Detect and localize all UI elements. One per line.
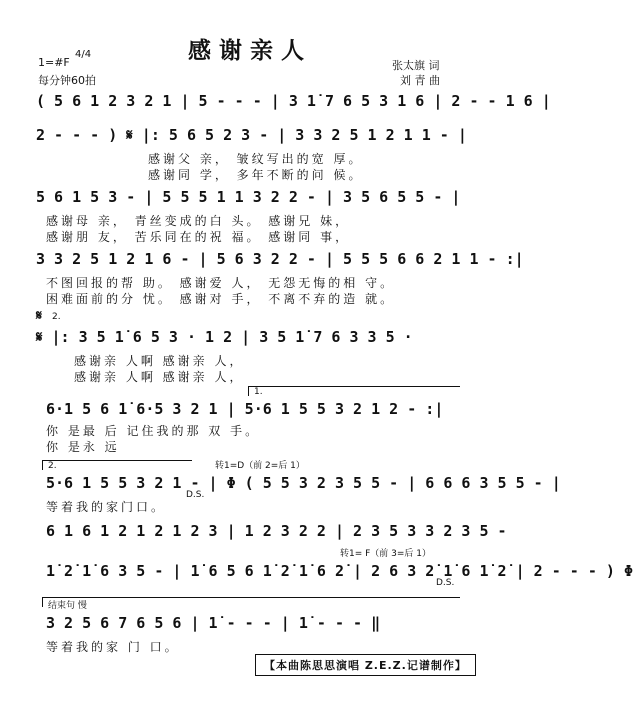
composer: 刘 青 曲 — [400, 74, 440, 87]
page-title: 感谢亲人 — [188, 38, 312, 64]
system-4-notes: 3 3 2 5 1 2 1 6 - | 5 6 3 2 2 - | 5 5 5 6 6 2 1 1 - :| — [36, 250, 524, 268]
ending-hook — [42, 597, 43, 607]
ending-bracket — [42, 597, 460, 598]
system-9-notes: 1̇ 2̇ 1̇ 6 3 5 - | 1̇ 6 5 6 1̇ 2̇ 1̇ 6 2̇ | 2 6 3 2̇ 1̇ 6 1̇ 2̇ | 2 - - - ) Φ — [46, 562, 633, 580]
ending-marking: 结束句 慢 — [48, 601, 87, 611]
system-5-lyrics-2: 感谢亲 人啊 感谢亲 人， — [74, 370, 245, 384]
volta-2-bracket — [42, 460, 192, 461]
system-2-lyrics-2: 感谢同 学， 多年不断的问 候。 — [148, 168, 364, 182]
system-10-lyrics: 等着我的家 门 口。 — [46, 640, 180, 654]
system-5-notes: 𝄋 |: 3 5 1̇ 6 5 3 · 1 2 | 3 5 1̇ 7 6 3 3 5 · — [36, 328, 413, 346]
credit-box: 【本曲陈思思演唱 Z.E.Z.记谱制作】 — [255, 654, 476, 676]
system-4-lyrics-1: 不图回报的帮 助。 感谢爱 人， 无怨无悔的相 守。 — [46, 276, 396, 290]
key-signature: 1=#F — [38, 56, 70, 69]
volta-1-bracket — [248, 386, 460, 387]
system-2-lyrics-1: 感谢父 亲， 皱纹写出的宽 厚。 — [148, 152, 364, 166]
volta-1-label: 1. — [254, 387, 263, 397]
system-3-lyrics-2: 感谢朋 友， 苦乐同在的祝 福。 感谢同 事， — [46, 230, 351, 244]
system-3-lyrics-1: 感谢母 亲， 青丝变成的白 头。 感谢兄 妹， — [46, 214, 351, 228]
system-8-notes: 6 1 6 1 2 1 2 1 2 3 | 1 2 3 2 2 | 2 3 5 3 3 2 3 5 - — [46, 522, 507, 540]
system-7-notes: 5·6 1 5 5 3 2 1 - | Φ ( 5 5 3 2 3 5 5 - | 6 6 6 3 5 5 - | — [46, 474, 561, 492]
segno-number: 2. — [52, 312, 61, 322]
lyricist: 张太旗 词 — [392, 59, 440, 72]
system-6-lyrics-1: 你 是最 后 记住我的那 双 手。 — [46, 424, 261, 438]
tempo-marking: 每分钟60拍 — [38, 74, 96, 87]
system-6-lyrics-2: 你 是永 远 — [46, 440, 120, 454]
system-2-notes: 2 - - - ) 𝄋 |: 5 6 5 2 3 - | 3 3 2 5 1 2 1 1 - | — [36, 126, 467, 144]
modulation-2: 转1= F（前 3=后 1） — [340, 549, 432, 559]
system-10-notes: 3 2 5 6 7 6 5 6 | 1̇ - - - | 1̇ - - - ‖ — [46, 614, 381, 632]
ds-marking-1: D.S. — [186, 490, 205, 500]
ds-marking-2: D.S. — [436, 578, 455, 588]
volta-2-hook — [42, 460, 43, 470]
system-5-lyrics-1: 感谢亲 人啊 感谢亲 人， — [74, 354, 245, 368]
volta-2-label: 2. — [48, 461, 57, 471]
system-7-lyrics: 等着我的家门口。 — [46, 500, 167, 514]
segno-sign: 𝄋 — [36, 308, 43, 324]
system-6-notes: 6·1 5 6 1̇ 6·5 3 2 1 | 5·6 1 5 5 3 2 1 2 - :| — [46, 400, 444, 418]
system-4-lyrics-2: 困难面前的分 忧。 感谢对 手， 不离不弃的造 就。 — [46, 292, 396, 306]
time-signature: 4/4 — [75, 49, 92, 60]
modulation-1: 转1=D（前 2=后 1） — [215, 461, 305, 471]
volta-1-hook — [248, 386, 249, 396]
system-3-notes: 5 6 1 5 3 - | 5 5 5 1 1 3 2 2 - | 3 5 6 5 5 - | — [36, 188, 461, 206]
system-1-notes: ( 5 6 1 2 3 2 1 | 5 - - - | 3 1̇ 7 6 5 3 1 6 | 2 - - 1 6 | — [36, 92, 551, 110]
